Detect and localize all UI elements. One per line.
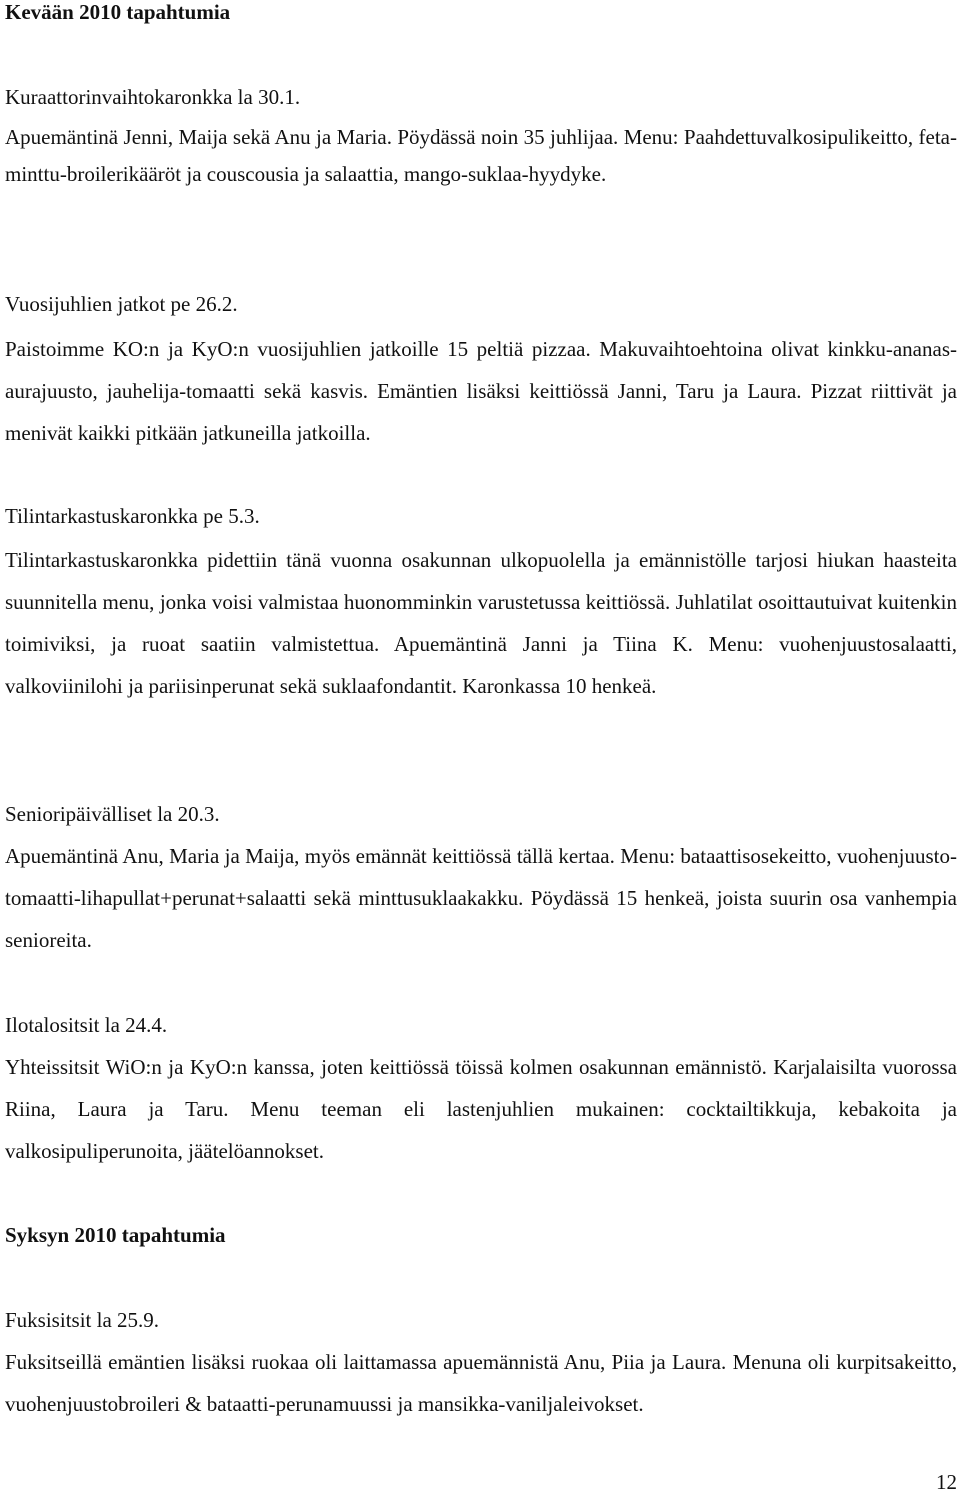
event-body-kuraattorinvaihtokaronkka: Apuemäntinä Jenni, Maija sekä Anu ja Maria. Pöydässä noin 35 juhlijaa. Menu: Paahdettuvalkosipulikeitto, feta-minttu-broilerikääröt ja couscousia ja salaattia, mango-suklaa-hyydyke. [5, 125, 957, 186]
event-body-fuksisitsit: Fuksitseillä emäntien lisäksi ruokaa oli laittamassa apuemännistä Anu, Piia ja Laura. Menuna oli kurpitsakeitto, vuohenjuustobroileri & bataatti-perunamuussi ja mansikka-vaniljaleivokset. [5, 1350, 957, 1416]
event-title-ilotalositsit: Ilotalositsit la 24.4. [5, 1013, 168, 1037]
section-heading-autumn: Syksyn 2010 tapahtumia [5, 1223, 226, 1247]
event-title-vuosijuhlien-jatkot: Vuosijuhlien jatkot pe 26.2. [5, 292, 238, 316]
event-title-tilintarkastuskaronkka: Tilintarkastuskaronkka pe 5.3. [5, 504, 260, 528]
page-number: 12 [936, 1470, 957, 1494]
section-heading-spring: Kevään 2010 tapahtumia [5, 0, 231, 24]
event-title-fuksisitsit: Fuksisitsit la 25.9. [5, 1308, 160, 1332]
event-body-senioripaivalliset: Apuemäntinä Anu, Maria ja Maija, myös emännät keittiössä tällä kertaa. Menu: bataattisosekeitto, vuohenjuusto-tomaatti-lihapullat+perunat+salaatti sekä minttusuklaakakku. Pöydässä 15 henkeä, joista suurin osa vanhempia senioreita. [5, 844, 957, 952]
event-body-tilintarkastuskaronkka: Tilintarkastuskaronkka pidettiin tänä vuonna osakunnan ulkopuolella ja emännistölle tarjosi hiukan haasteita suunnitella menu, jonka voisi valmistaa huonomminkin varustetussa keittiössä. Juhlatilat osoittautuivat kuitenkin toimiviksi, ja ruoat saatiin valmistettua. Apuemäntinä Janni ja Tiina K. Menu: vuohenjuustosalaatti, valkoviinilohi ja pariisinperunat sekä suklaafondantit. Karonkassa 10 henkeä. [5, 548, 957, 698]
event-body-vuosijuhlien-jatkot: Paistoimme KO:n ja KyO:n vuosijuhlien jatkoille 15 peltiä pizzaa. Makuvaihtoehtoina olivat kinkku-ananas-aurajuusto, jauhelija-tomaatti sekä kasvis. Emäntien lisäksi keittiössä Janni, Taru ja Laura. Pizzat riittivät ja menivät kaikki pitkään jatkuneilla jatkoilla. [5, 337, 957, 445]
event-body-ilotalositsit: Yhteissitsit WiO:n ja KyO:n kanssa, joten keittiössä töissä kolmen osakunnan emännistö. Karjalaisilta vuorossa Riina, Laura ja Taru. Menu teeman eli lastenjuhlien mukainen: cocktailtikkuja, kebakoita ja valkosipuliperunoita, jäätelöannokset. [5, 1055, 957, 1163]
event-title-senioripaivalliset: Senioripäivälliset la 20.3. [5, 802, 220, 826]
event-title-kuraattorinvaihtokaronkka: Kuraattorinvaihtokaronkka la 30.1. [5, 85, 301, 109]
